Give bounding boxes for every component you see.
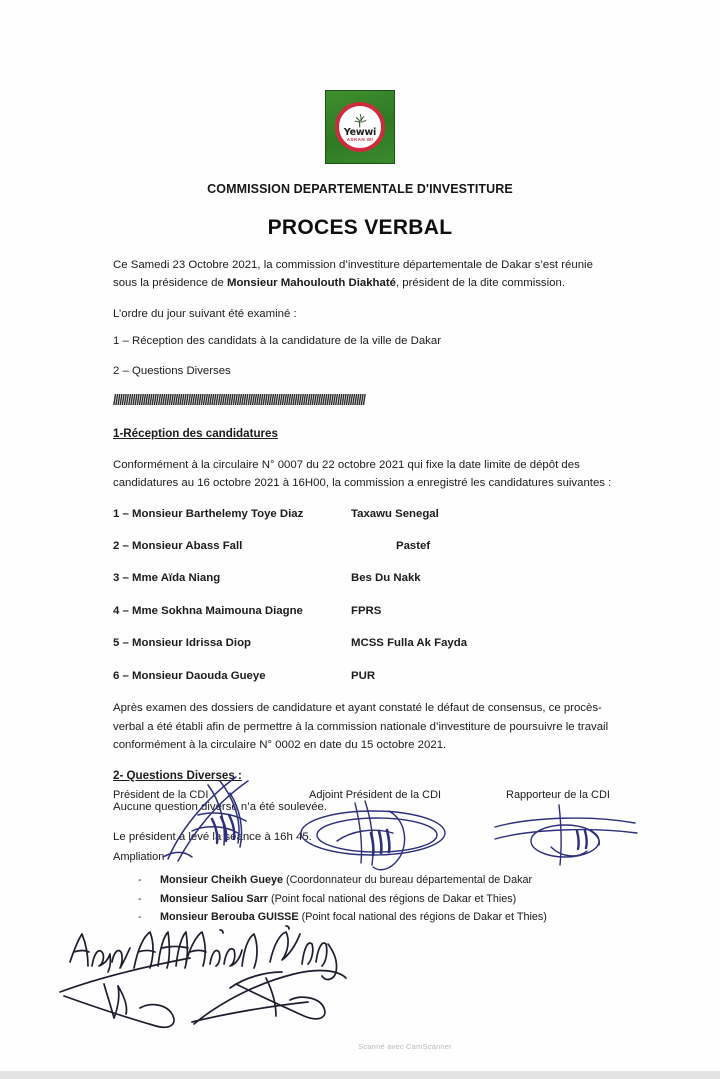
intro-text-before: Ce Samedi 23 Octobre 2021, la commission d’investiture départementale de Dakar s’est réunie sous la présidence de: [113, 259, 593, 290]
candidate-party: Taxawu Senegal: [351, 507, 439, 520]
bottom-signature-aida-niang: [178, 918, 378, 1038]
signature-label-adjoint: Adjoint Président de la CDI: [309, 789, 442, 801]
candidate-row: [113, 569, 613, 587]
candidate-party: Bes Du Nakk: [351, 572, 421, 585]
intro-text-after: , président de la dite commission.: [395, 277, 565, 290]
president-name: Monsieur Mahoulouth Diakhaté: [226, 277, 396, 290]
ampliation-row: [138, 909, 618, 926]
signature-label-president: Président de la CDI: [113, 789, 209, 801]
section-2-paragraph: Aucune question diverse n’a été soulevée.: [113, 800, 328, 813]
agenda-lead: L’ordre du jour suivant été examiné :: [113, 307, 297, 320]
ampliation-label: Ampliation: [113, 851, 165, 863]
page-bottom-edge: [0, 1071, 720, 1079]
candidate-row: [113, 634, 613, 652]
candidate-row: [113, 505, 613, 523]
candidate-name: 5 – Monsieur Idrissa Diop: [113, 637, 251, 650]
logo-ring: [335, 102, 385, 152]
ampliation-bullet: -: [138, 892, 142, 905]
document-header: COMMISSION DEPARTEMENTALE D'INVESTITURE: [207, 182, 513, 196]
ampliation-role: (Point focal national des régions de Dakar et Thies): [298, 911, 547, 924]
logo-square: [325, 90, 395, 164]
candidate-name: 6 – Monsieur Daouda Gueye: [113, 669, 266, 682]
candidate-name: 1 – Monsieur Barthelemy Toye Diaz: [113, 507, 304, 520]
intro-paragraph: [113, 256, 613, 293]
signature-band: [113, 789, 613, 863]
candidate-party: FPRS: [351, 604, 382, 617]
ampliation-name: Monsieur Berouba GUISSE: [160, 911, 299, 924]
ampliation-entry: [160, 872, 618, 889]
candidate-row: [113, 537, 613, 555]
section-2-heading: 2- Questions Diverses :: [113, 768, 242, 782]
slash-divider: //////////////////////////////////////////////////////////////////////////////////////////////////////////////////////: [113, 391, 365, 409]
candidate-party: PUR: [351, 669, 376, 682]
section-1-closing: Après examen des dossiers de candidature et ayant constaté le défaut de consensus, ce procès-verbal a été établi afin de permettre à la commission nationale d’investiture de poursuivre le travail conformément à la circulaire N° 0002 en date du 15 octobre 2021.: [113, 702, 609, 752]
ampliation-role: (Coordonnateur du bureau départemental de Dakar: [283, 874, 533, 886]
candidate-row: [113, 667, 613, 685]
section-1-heading: 1-Réception des candidatures: [113, 426, 278, 440]
signature-ink-rapporteur: [491, 801, 641, 876]
bottom-signature-abass-fall: [58, 922, 238, 1037]
ampliation-row: [138, 872, 618, 889]
candidate-row: [113, 602, 613, 620]
ampliation-list: [138, 872, 618, 928]
ampliation-entry: [160, 909, 618, 926]
ampliation-bullet: -: [138, 911, 142, 924]
logo-wordmark: Yewwi: [343, 126, 377, 138]
agenda-item-2: 2 – Questions Diverses: [113, 364, 231, 377]
candidate-name: 4 – Mme Sokhna Maimouna Diagne: [113, 604, 303, 617]
ampliation-role: (Point focal national des régions de Dakar et Thies): [268, 892, 517, 905]
candidate-name: 3 – Mme Aïda Niang: [113, 572, 221, 585]
section-1-paragraph: Conformément à la circulaire N° 0007 du 22 octobre 2021 qui fixe la date limite de dépôt des candidatures au 16 octobre 2021 à 16H00, la commission a enregistré les candidatures suivantes :: [113, 458, 612, 490]
candidate-party: MCSS Fulla Ak Fayda: [351, 637, 468, 650]
ampliation-bullet: -: [138, 874, 142, 886]
hand-leaf-icon: [350, 113, 370, 128]
candidate-party: Pastef: [396, 539, 431, 552]
logo-subtitle: ASKAN WI: [346, 137, 374, 143]
ampliation-row: [138, 891, 618, 908]
section-2-closing: Le président a levé la séance à 16h 45.: [113, 830, 312, 843]
document-body: [113, 256, 613, 858]
candidates-list: [113, 505, 613, 686]
ampliation-name: Monsieur Cheikh Gueye: [160, 874, 283, 886]
signature-label-rapporteur: Rapporteur de la CDI: [506, 789, 610, 801]
candidate-name: 2 – Monsieur Abass Fall: [113, 539, 243, 552]
ampliation-name: Monsieur Saliou Sarr: [160, 892, 268, 905]
signature-ink-adjoint: [293, 797, 468, 880]
agenda-item-1: 1 – Réception des candidats à la candidature de la ville de Dakar: [113, 335, 442, 348]
party-logo: [0, 90, 720, 164]
ampliation-entry: [160, 891, 618, 908]
page-title: PROCES VERBAL: [267, 216, 453, 239]
scanner-watermark: Scanné avec CamScanner: [358, 1042, 452, 1051]
